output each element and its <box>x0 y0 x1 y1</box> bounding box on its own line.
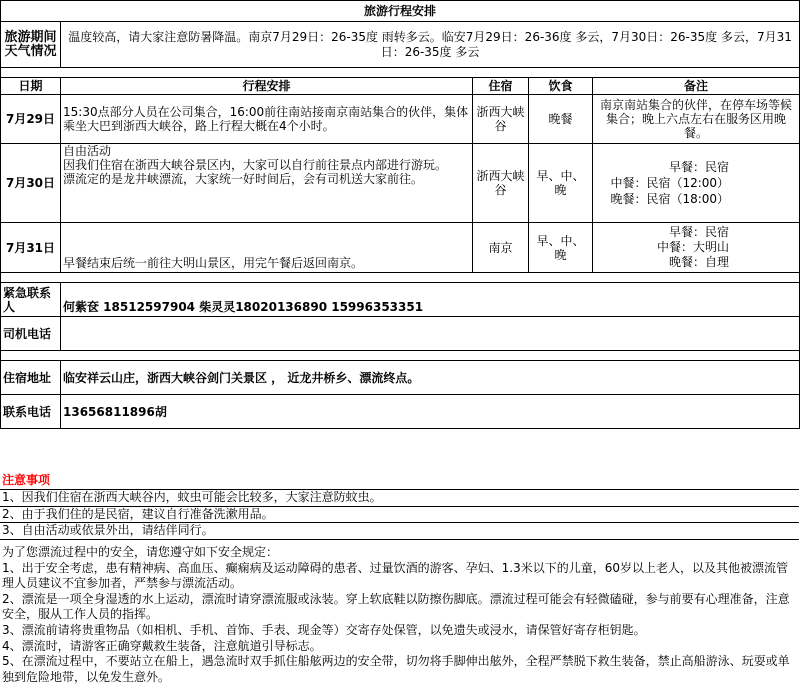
weather-label: 旅游期间天气情况 <box>1 22 61 68</box>
header-date: 日期 <box>1 78 61 95</box>
safety-item: 2、漂流是一项全身湿透的水上运动，漂流时请穿漂流服或泳装。穿上软底鞋以防擦伤脚底。漂流过程可能会有轻微磕碰，参与前要有心理准备，注意安全，服从工作人员的指挥。 <box>2 591 790 622</box>
day-plan <box>61 144 473 223</box>
contact-label: 联系电话 <box>1 395 61 429</box>
day-plan <box>61 95 473 144</box>
day-food: 早、中、晚 <box>529 144 593 223</box>
note-line: 晚餐：自理 <box>669 255 730 269</box>
note-line: 中餐：大明山 <box>657 240 730 254</box>
note-line: 晚餐：民宿（18:00） <box>610 192 730 206</box>
plan-line: 早餐结束后统一前往大明山景区，用完午餐后返回南京。 <box>63 256 364 270</box>
day-plan <box>61 223 473 273</box>
safety-section <box>0 545 799 685</box>
plan-line: 漂流定的是龙井峡漂流，大家统一好时间后，会有司机送大家前往。 <box>63 172 424 186</box>
safety-item: 5、在漂流过程中，不要站立在船上，遇急流时双手抓住船舷两边的安全带，切勿将手脚伸出舷外，全程严禁脱下救生装备，禁止高船游泳、玩耍或单独到危险地带，以免发生意外。 <box>2 654 790 684</box>
plan-line: 因我们住宿在浙西大峡谷景区内，大家可以自行前往景点内部进行游玩。 <box>63 158 448 172</box>
notice-item: 1、因我们住宿在浙西大峡谷内，蚊虫可能会比较多，大家注意防蚊虫。 <box>0 490 799 507</box>
weather-text: 温度较高，请大家注意防暑降温。南京7月29日：26-35度 雨转多云。临安7月29日：26-36度 多云，7月30日：26-35度 多云，7月31日：26-35度 多云 <box>61 22 800 68</box>
header-plan: 行程安排 <box>61 78 473 95</box>
day-note <box>593 144 800 223</box>
day-stay: 南京 <box>473 223 529 273</box>
note-line: 南京南站集合的伙伴，在停车场等候集合；晚上六点左右在服务区用晚餐。 <box>600 98 793 140</box>
page-title: 旅游行程安排 <box>1 1 800 22</box>
day-date: 7月31日 <box>1 223 61 273</box>
plan-line: 自由活动 <box>63 144 112 158</box>
driver-label: 司机电话 <box>1 317 61 351</box>
day-stay: 浙西大峡谷 <box>473 95 529 144</box>
notice-item: 3、自由活动或依景外出，请结伴同行。 <box>0 523 799 540</box>
address-value: 临安祥云山庄，浙西大峡谷剑门关景区 ， 近龙井桥乡、漂流终点。 <box>61 361 800 395</box>
spacer-row <box>1 273 800 283</box>
day-stay: 浙西大峡谷 <box>473 144 529 223</box>
safety-item: 1、出于安全考虑，患有精神病、高血压、癫痫病及运动障碍的患者、过量饮酒的游客、孕妇、1.3米以下的儿童，60岁以上老人，以及其他被漂流管理人员建议不宜参加者，严禁参与漂流活动。 <box>2 560 788 591</box>
note-line: 中餐：民宿（12:00） <box>610 176 730 190</box>
day-food: 早、中、晚 <box>529 223 593 273</box>
day-date: 7月30日 <box>1 144 61 223</box>
notice-item: 2、由于我们住的是民宿，建议自行准备洗漱用品。 <box>0 507 799 524</box>
day-date: 7月29日 <box>1 95 61 144</box>
header-food: 饮食 <box>529 78 593 95</box>
spacer-row <box>1 351 800 361</box>
emergency-label: 紧急联系人 <box>1 283 61 317</box>
emergency-value: 何紫奁 18512597904 柴灵灵18020136890 15996353351 <box>61 283 800 317</box>
safety-item: 4、漂流时，请游客正确穿戴救生装备，注意航道引导标志。 <box>2 638 322 653</box>
address-label: 住宿地址 <box>1 361 61 395</box>
safety-intro: 为了您漂流过程中的安全，请您遵守如下安全规定： <box>2 545 279 559</box>
day-food: 晚餐 <box>529 95 593 144</box>
plan-line: 15:30点部分人员在公司集合，16:00前往南站接南京南站集合的伙伴，集体乘坐大巴到浙西大峡谷，路上行程大概在4个小时。 <box>63 105 469 133</box>
day-note <box>593 223 800 273</box>
day-note <box>593 95 800 144</box>
notice-title: 注意事项 <box>0 473 799 490</box>
contact-value: 13656811896胡 <box>61 395 800 429</box>
header-note: 备注 <box>593 78 800 95</box>
safety-item: 3、漂流前请将贵重物品（如相机、手机、首饰、手表、现金等）交寄存处保管，以免遗失或浸水，请保管好寄存柜钥匙。 <box>2 622 646 637</box>
notice-section <box>0 473 799 540</box>
note-line: 早餐：民宿 <box>669 225 730 239</box>
driver-value <box>61 317 800 351</box>
header-stay: 住宿 <box>473 78 529 95</box>
spacer-row <box>1 68 800 78</box>
note-line: 早餐：民宿 <box>669 160 730 174</box>
